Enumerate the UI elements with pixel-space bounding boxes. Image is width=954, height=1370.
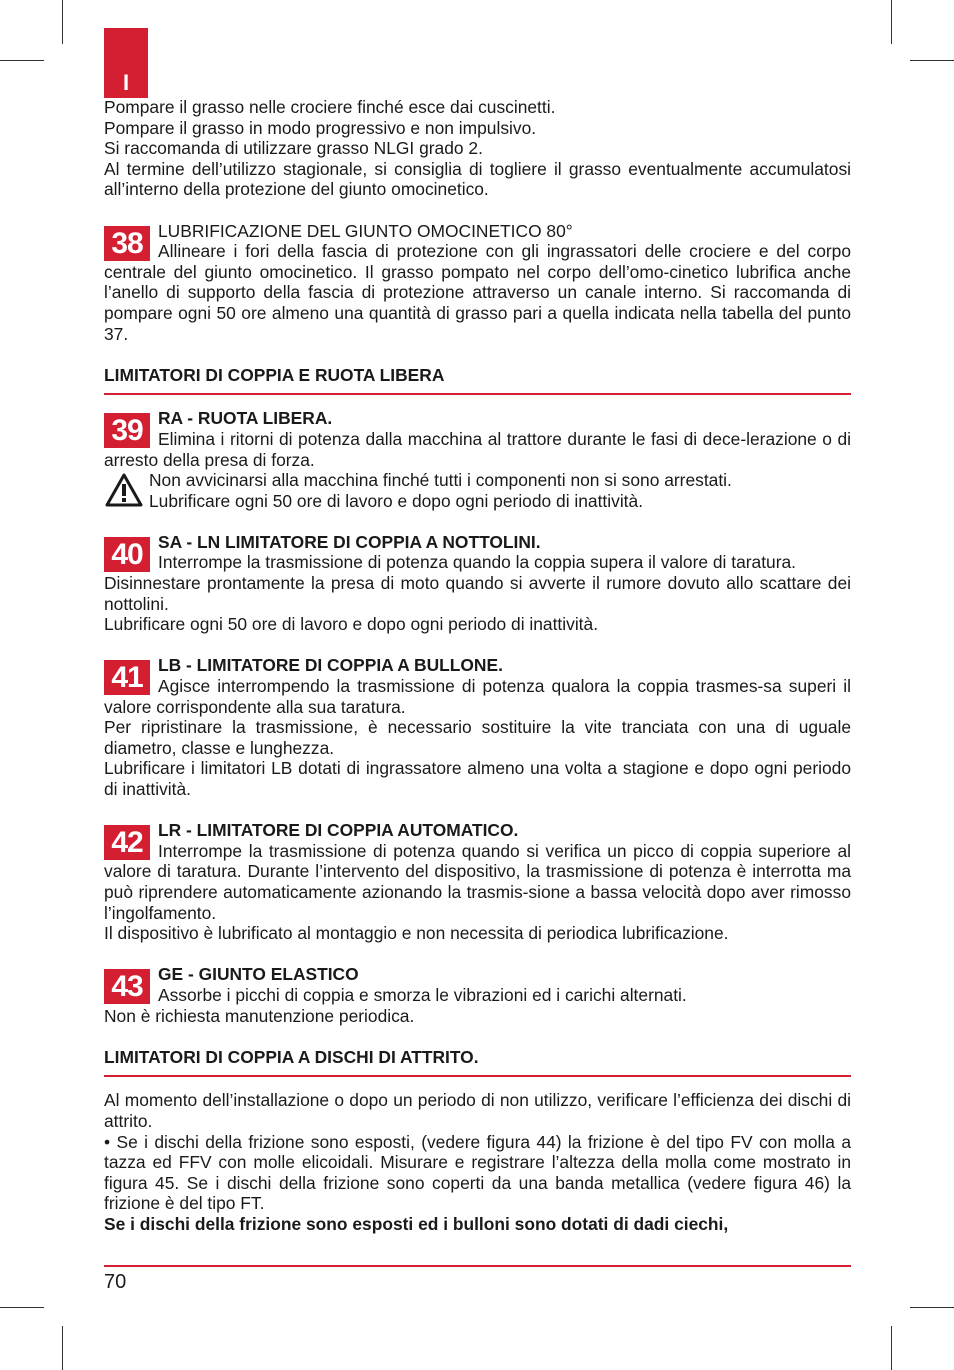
section-paragraph: Lubrificare i limitatori LB dotati di ingrassatore almeno una volta a stagione e dopo ogni periodo di inattività. <box>104 758 851 799</box>
section-number-badge: 42 <box>104 825 150 860</box>
crop-mark <box>0 1307 44 1308</box>
section-number-badge: 43 <box>104 969 150 1004</box>
section-body: Interrompe la trasmissione di potenza quando si verifica un picco di coppia superiore al valore di taratura. Durante l’intervento del dispositivo, la trasmissione di potenza è interrotta ma può riprendere automaticamente azionando la trasmis-sione a bassa velocità dopo aver rimosso l’ingolfamento. <box>104 840 851 923</box>
paragraph: Al momento dell’installazione o dopo un periodo di non utilizzo, verificare l’efficienza dei dischi di attrito. <box>104 1090 851 1131</box>
section-paragraph: Non è richiesta manutenzione periodica. <box>104 1005 415 1026</box>
crop-mark <box>62 0 63 44</box>
section-heading: SA - LN LIMITATORE DI COPPIA A NOTTOLINI. <box>158 531 541 552</box>
page-content <box>104 97 851 1234</box>
section-heading: LR - LIMITATORE DI COPPIA AUTOMATICO. <box>158 820 519 841</box>
section-heading: GE - GIUNTO ELASTICO <box>158 964 359 985</box>
intro-line: Pompare il grasso nelle crociere finché esce dai cuscinetti. <box>104 97 556 117</box>
language-tab <box>104 28 148 98</box>
section-heading: RA - RUOTA LIBERA. <box>158 408 333 429</box>
section-body: Assorbe i picchi di coppia e smorza le vibrazioni ed i carichi alternati. <box>158 984 687 1005</box>
section-number-badge: 41 <box>104 660 150 695</box>
section-body: Agisce interrompendo la trasmissione di potenza qualora la coppia trasmes-sa superi il valore corrispondente alla sua taratura. <box>104 676 851 717</box>
section-number-badge: 40 <box>104 537 150 572</box>
section-body: Interrompe la trasmissione di potenza quando la coppia supera il valore di taratura. <box>158 552 797 573</box>
intro-line: Si raccomanda di utilizzare grasso NLGI grado 2. <box>104 138 483 159</box>
section-41 <box>104 655 851 717</box>
section-number-badge: 38 <box>104 226 150 261</box>
crop-mark <box>910 1307 954 1308</box>
intro-line: Al termine dell’utilizzo stagionale, si consiglia di togliere il grasso eventualmente accumulatosi all’interno della protezione del giunto omocinetico. <box>104 158 851 200</box>
footer-rule <box>104 1265 851 1267</box>
section-paragraph: Per ripristinare la trasmissione, è necessario sostituire la vite tranciata con una di uguale diametro, classe e lunghezza. <box>104 717 851 758</box>
section-body: Allineare i fori della fascia di protezione con gli ingrassatori delle crociere e del corpo centrale del giunto omocinetico. Il grasso pompato nel corpo dell’omo-cinetico lubrifica anche l’anello di supporto della fascia di protezione attraverso un canale interno. Si raccomanda di pompare ogni 50 ore almeno una quantità di grasso pari a quella indicata nella tabella del punto 37. <box>104 241 851 344</box>
crop-mark <box>0 60 44 61</box>
section-38 <box>104 221 851 345</box>
paragraph: • Se i dischi della frizione sono esposti, (vedere figura 44) la frizione è del tipo FV con molla a tazza ed FFV con molle elicoidali. Misurare e registrare l’altezza della molla come mostrato in figura 45. Se i dischi della frizione sono coperti da una banda metallica (vedere figura 46) la frizione è del tipo FT. <box>104 1131 851 1214</box>
section-heading: LUBRIFICAZIONE DEL GIUNTO OMOCINETICO 80° <box>158 220 573 241</box>
crop-mark <box>891 1326 892 1370</box>
crop-mark <box>891 0 892 44</box>
section-39 <box>104 408 851 470</box>
warning-text: Non avvicinarsi alla macchina finché tutti i componenti non si sono arrestati. <box>149 470 732 491</box>
warning-block <box>104 470 851 511</box>
section-number-badge: 39 <box>104 413 150 448</box>
intro-line: Pompare il grasso in modo progressivo e non impulsivo. <box>104 117 537 138</box>
crop-mark <box>62 1326 63 1370</box>
section-heading: LB - LIMITATORE DI COPPIA A BULLONE. <box>158 655 503 676</box>
crop-mark <box>910 60 954 61</box>
chapter-title: LIMITATORI DI COPPIA E RUOTA LIBERA <box>104 365 851 396</box>
section-body: Elimina i ritorni di potenza dalla macchina al trattore durante le fasi di dece-lerazione o di arresto della presa di forza. <box>104 428 851 470</box>
bold-paragraph: Se i dischi della frizione sono esposti ed i bulloni sono dotati di dadi ciechi, <box>104 1213 729 1234</box>
page-number: 70 <box>104 1271 127 1293</box>
section-42 <box>104 820 851 923</box>
chapter-title: LIMITATORI DI COPPIA A DISCHI DI ATTRITO. <box>104 1047 851 1078</box>
section-43 <box>104 964 851 1005</box>
language-tab-label: I <box>122 70 130 95</box>
warning-icon <box>104 472 144 508</box>
section-paragraph: Lubrificare ogni 50 ore di lavoro e dopo ogni periodo di inattività. <box>104 614 599 635</box>
section-40 <box>104 532 851 573</box>
section-paragraph: Il dispositivo è lubrificato al montaggio e non necessita di periodica lubrificazione. <box>104 923 729 944</box>
section-paragraph: Disinnestare prontamente la presa di moto quando si avverte il rumore dovuto allo scattare dei nottolini. <box>104 573 851 614</box>
warning-text: Lubrificare ogni 50 ore di lavoro e dopo ogni periodo di inattività. <box>149 490 644 511</box>
